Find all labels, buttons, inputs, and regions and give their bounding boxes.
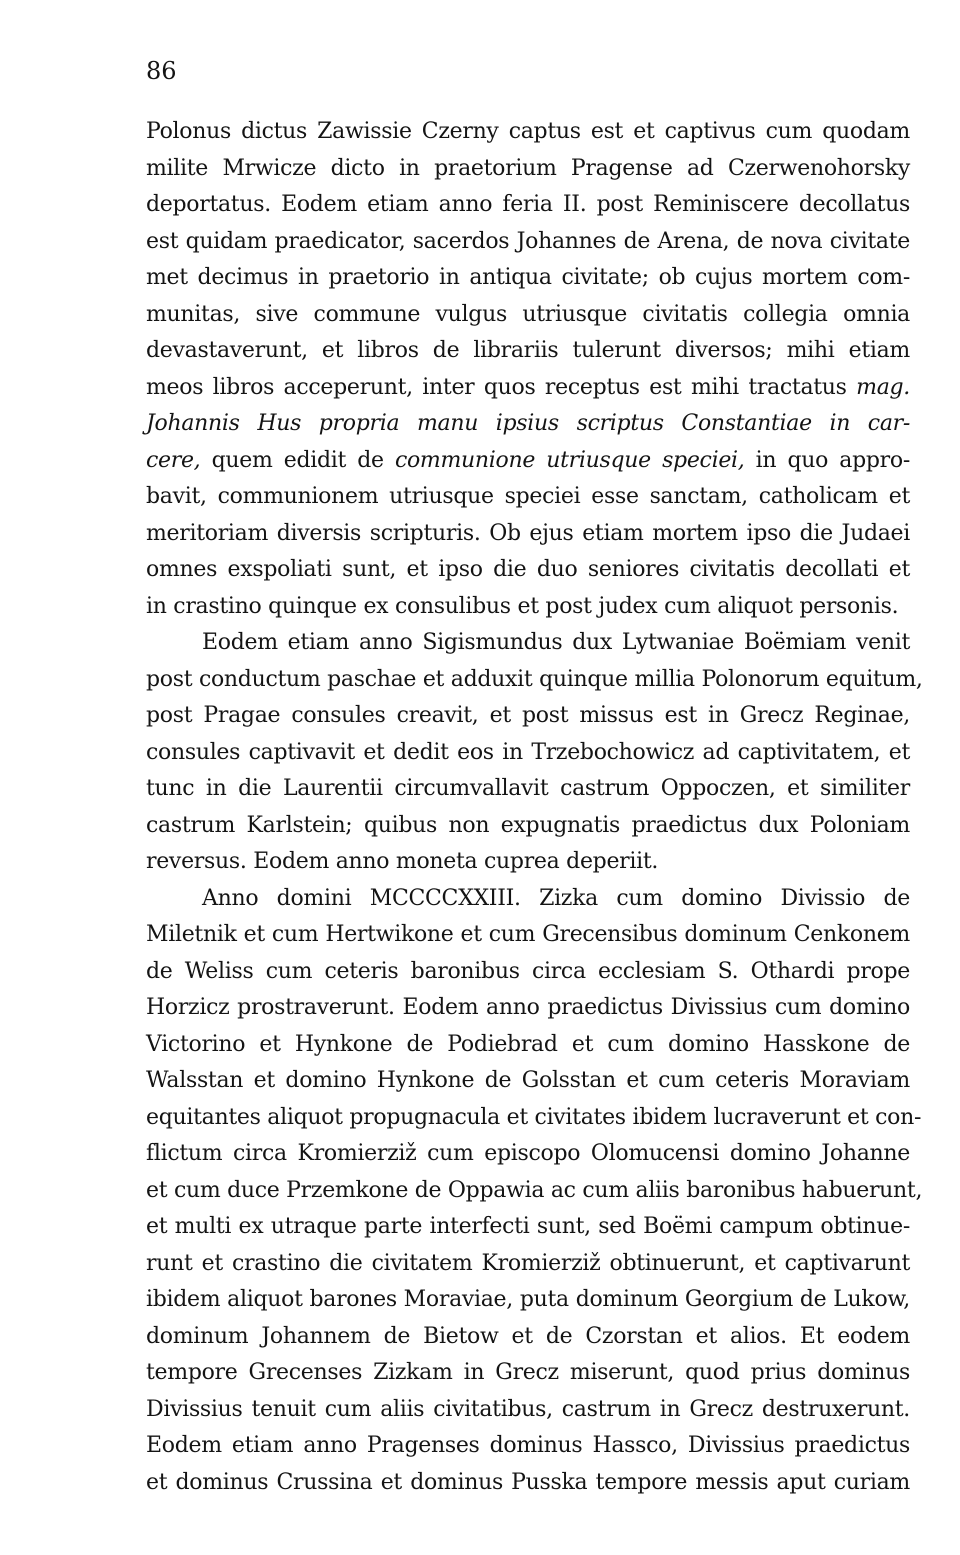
text-segment: omnes exspoliati sunt, et ipso die duo seniores civitatis decollati et — [146, 557, 910, 582]
text-line — [146, 297, 910, 334]
text-line — [146, 260, 910, 297]
text-body — [146, 114, 923, 1501]
text-segment: runt et crastino die civitatem Kromierziž obtinuerunt, et captivarunt — [146, 1250, 910, 1276]
text-segment: Miletnik et cum Hertwikone et cum Grecensibus dominum Cenkonem — [146, 922, 910, 947]
text-segment: meritoriam diversis scripturis. Ob ejus etiam mortem ipso die Judaei — [146, 520, 910, 546]
italic-text: Johannis Hus propria manu ipsius scriptus Constantiae in car- — [146, 411, 910, 436]
text-segment: equitantes aliquot propugnacula et civitates ibidem lucraverunt et con- — [146, 1104, 922, 1130]
text-line — [146, 1100, 922, 1137]
text-line — [146, 881, 910, 918]
text-line — [146, 1282, 910, 1319]
text-line — [146, 1063, 910, 1100]
italic-text: cere, — [146, 447, 201, 473]
text-line — [146, 771, 910, 808]
text-segment: meos libros acceperunt, inter quos receptus est mihi tractatus — [146, 374, 857, 400]
text-line — [146, 1355, 910, 1392]
text-segment: post Pragae consules creavit, et post missus est in Grecz Reginae, — [146, 703, 910, 728]
text-segment: milite Mrwicze dicto in praetorium Pragense ad Czerwenohorsky — [146, 155, 910, 181]
text-segment: Eodem etiam anno Sigismundus dux Lytwaniae Boëmiam venit — [202, 630, 910, 655]
text-segment: et dominus Crussina et dominus Pusska tempore messis aput curiam — [146, 1469, 910, 1495]
text-line — [146, 224, 910, 261]
text-segment: devastaverunt, et libros de librariis tulerunt diversos; mihi etiam — [146, 338, 910, 363]
text-line — [146, 479, 910, 516]
text-segment: bavit, communionem utriusque speciei esse sanctam, catholicam et — [146, 484, 910, 509]
text-line — [146, 589, 910, 626]
text-segment: in crastino quinque ex consulibus et post judex cum aliquot personis. — [146, 593, 899, 619]
text-segment: Eodem etiam anno Pragenses dominus Hassco, Divissius praedictus — [146, 1433, 910, 1458]
text-segment: quem edidit de — [200, 447, 395, 473]
text-segment: munitas, sive commune vulgus utriusque civitatis collegia omnia — [146, 301, 910, 327]
text-segment: tempore Grecenses Zizkam in Grecz miserunt, quod prius dominus — [146, 1360, 910, 1385]
text-line — [146, 1246, 910, 1283]
text-line — [146, 808, 910, 845]
text-line — [146, 1465, 910, 1502]
text-segment: de Weliss cum ceteris baronibus circa ecclesiam S. Othardi prope — [146, 958, 910, 984]
text-line — [146, 1209, 910, 1246]
text-line — [146, 1392, 910, 1429]
text-line — [146, 1319, 910, 1356]
italic-text: communione utriusque speciei, — [394, 447, 745, 473]
text-segment: met decimus in praetorio in antiqua civitate; ob cujus mortem com- — [146, 265, 910, 290]
text-segment: Polonus dictus Zawissie Czerny captus est et captivus cum quodam — [146, 119, 910, 144]
text-line — [146, 333, 910, 370]
text-segment: castrum Karlstein; quibus non expugnatis praedictus dux Poloniam — [146, 812, 910, 838]
text-segment: flictum circa Kromierziž cum episcopo Olomucensi domino Johanne — [146, 1141, 910, 1166]
text-line — [146, 443, 910, 480]
text-segment: Victorino et Hynkone de Podiebrad et cum domino Hasskone de — [146, 1031, 910, 1057]
text-line — [146, 552, 910, 589]
page-number: 86 — [146, 57, 177, 85]
text-segment: ibidem aliquot barones Moraviae, puta dominum Georgium de Lukow, — [146, 1287, 910, 1312]
text-segment: tunc in die Laurentii circumvallavit castrum Oppoczen, et similiter — [146, 776, 910, 801]
text-line — [146, 735, 910, 772]
text-segment: et cum duce Przemkone de Oppawia ac cum aliis baronibus habuerunt, — [146, 1177, 923, 1203]
text-segment: Divissius tenuit cum aliis civitatibus, castrum in Grecz destruxerunt. — [146, 1396, 910, 1422]
text-line — [146, 954, 910, 991]
text-line — [146, 1136, 910, 1173]
text-segment: post conductum paschae et adduxit quinque millia Polonorum equitum, — [146, 666, 923, 692]
text-line — [146, 1173, 923, 1210]
text-segment: consules captivavit et dedit eos in Trzebochowicz ad captivitatem, et — [146, 739, 910, 765]
text-line — [146, 406, 910, 443]
italic-text: mag. — [856, 374, 910, 400]
text-line — [146, 844, 910, 881]
text-segment: dominum Johannem de Bietow et de Czorstan et alios. Et eodem — [146, 1323, 910, 1349]
text-segment: reversus. Eodem anno moneta cuprea deperiit. — [146, 849, 659, 874]
text-segment: in quo appro- — [744, 447, 910, 473]
text-line — [146, 187, 910, 224]
text-segment: deportatus. Eodem etiam anno feria II. post Reminiscere decollatus — [146, 192, 910, 217]
text-line — [146, 662, 923, 699]
text-line — [146, 1027, 910, 1064]
text-line — [146, 114, 910, 151]
text-segment: Walsstan et domino Hynkone de Golsstan et cum ceteris Moraviam — [146, 1068, 910, 1093]
text-line — [146, 151, 910, 188]
text-segment: Anno domini MCCCCXXIII. Zizka cum domino Divissio de — [202, 885, 910, 911]
text-line — [146, 1428, 910, 1465]
text-segment: Horzicz prostraverunt. Eodem anno praedictus Divissius cum domino — [146, 995, 910, 1020]
text-line — [146, 698, 910, 735]
text-line — [146, 917, 910, 954]
text-line — [146, 516, 910, 553]
text-line — [146, 370, 910, 407]
text-segment: est quidam praedicator, sacerdos Johannes de Arena, de nova civitate — [146, 228, 910, 254]
text-line — [146, 625, 910, 662]
text-segment: et multi ex utraque parte interfecti sunt, sed Boëmi campum obtinue- — [146, 1214, 910, 1239]
text-line — [146, 990, 910, 1027]
